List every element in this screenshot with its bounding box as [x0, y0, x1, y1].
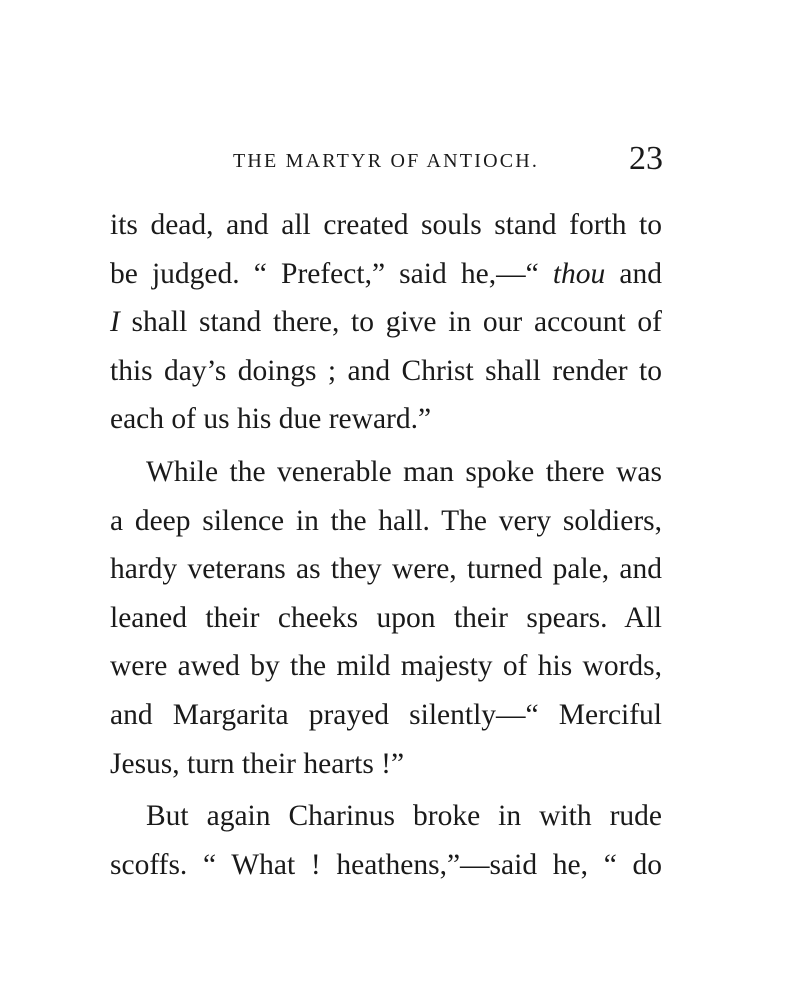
text-line: [110, 497, 662, 546]
text-segment: leaned their cheeks upon their spears. All: [110, 601, 662, 634]
text-line: [110, 347, 662, 396]
text-segment: scoffs. “ What ! heathens,”—said he, “ do: [110, 848, 662, 881]
text-segment: be judged. “ Prefect,” said he,—“: [110, 257, 553, 290]
paragraph-end-line: [110, 740, 662, 789]
paragraph-start-line: [110, 448, 662, 497]
text-line: [110, 250, 662, 299]
running-title: THE MARTYR OF ANTIOCH.: [233, 150, 540, 172]
paragraph-end-line: [110, 395, 662, 444]
text-line: [110, 201, 662, 250]
body-text: [110, 201, 662, 889]
text-segment: hardy veterans as they were, turned pale, and: [110, 553, 662, 586]
text-line: [110, 594, 662, 643]
running-head: [233, 140, 663, 184]
text-segment: and: [605, 257, 663, 290]
text-line: [110, 691, 662, 740]
text-segment: each of us his due reward.”: [110, 403, 432, 436]
italic-text-segment: thou: [552, 257, 606, 290]
text-line: [110, 642, 662, 691]
text-segment: shall stand there, to give in our account of: [119, 306, 662, 339]
text-segment: While the venerable man spoke there was: [146, 455, 662, 488]
text-segment: this day’s doings ; and Christ shall render to: [110, 354, 662, 387]
text-segment: Jesus, turn their hearts !”: [110, 747, 405, 780]
text-segment: were awed by the mild majesty of his words,: [110, 650, 662, 683]
text-segment: and Margarita prayed silently—“ Merciful: [110, 698, 662, 731]
text-line: [110, 841, 662, 890]
text-line: [110, 298, 662, 347]
paragraph-start-line: [110, 792, 662, 841]
text-line: [110, 545, 662, 594]
text-segment: its dead, and all created souls stand forth to: [110, 209, 662, 241]
page-number: 23: [629, 140, 663, 177]
text-segment: a deep silence in the hall. The very soldiers,: [110, 504, 662, 537]
italic-text-segment: I: [110, 306, 120, 339]
text-segment: But again Charinus broke in with rude: [146, 800, 662, 833]
